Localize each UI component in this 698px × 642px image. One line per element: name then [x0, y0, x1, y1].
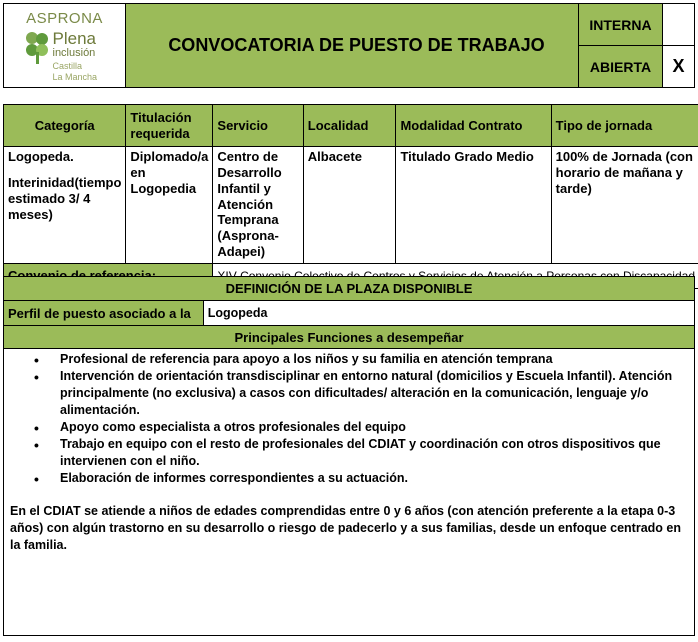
convenio-label-text: Convenio de referencia: [8, 268, 157, 284]
list-item: • Profesional de referencia para apoyo a los niños y su familia en atención temprana [60, 351, 688, 368]
job-details-table [3, 104, 698, 289]
job-data-row [4, 147, 698, 264]
funciones-title: Principales Funciones a desempeñar [4, 326, 695, 349]
logo-inclusion-text: inclusión [52, 46, 96, 59]
option-abierta-checkbox[interactable]: X [663, 46, 695, 88]
cell-modalidad: Titulado Grado Medio [396, 147, 551, 264]
list-item: • Trabajo en equipo con el resto de profesionales del CDIAT y coordinación con otros dispositivos que intervienen con el niño. [60, 436, 688, 470]
col-modalidad: Modalidad Contrato [396, 105, 551, 147]
convenio-value: XIV Convenio Colectivo de Centros y Servicios de Atención a Personas con Discapacidad [213, 264, 698, 289]
list-item: • Intervención de orientación transdisciplinar en entorno natural (domicilios y Escuela Infantil). Atención principalmente (no exclusiva) a casos con dificultades/ alteración en la comunicación, lenguaje y/o alimentación. [60, 368, 688, 419]
categoria-value: Logopeda. [8, 149, 74, 164]
header-table [3, 3, 695, 88]
logo-asprona-text: ASPRONA [26, 9, 103, 27]
list-item: • Elaboración de informes correspondientes a su actuación. [60, 470, 688, 487]
cell-categoria [4, 147, 126, 264]
perfil-value: Logopeda [203, 301, 694, 326]
option-abierta-label: ABIERTA [579, 46, 663, 88]
logo-plena-text: Plena [52, 28, 96, 48]
col-jornada: Tipo de jornada [551, 105, 698, 147]
logo-cell [4, 4, 126, 88]
plaza-table [3, 276, 695, 636]
perfil-label: Perfil de puesto asociado a la [4, 301, 204, 326]
cell-titulacion: Diplomado/a en Logopedia [126, 147, 213, 264]
logo-castilla-text: Castilla [52, 60, 83, 71]
categoria-interinidad: Interinidad(tiempo estimado 3/ 4 meses) [8, 174, 122, 222]
page-title: CONVOCATORIA DE PUESTO DE TRABAJO [126, 4, 579, 88]
col-titulacion: Titulación requerida [126, 105, 213, 147]
cell-servicio: Centro de Desarrollo Infantil y Atención Temprana (Asprona-Adapei) [213, 147, 303, 264]
cell-jornada: 100% de Jornada (con horario de mañana y tarde) [551, 147, 698, 264]
plaza-title: DEFINICIÓN DE LA PLAZA DISPONIBLE [4, 277, 695, 301]
col-localidad: Localidad [303, 105, 396, 147]
leaf-icon [24, 30, 50, 64]
funciones-list [10, 351, 688, 487]
option-interna-label: INTERNA [579, 4, 663, 46]
logo-lamancha-text: La Mancha [52, 71, 98, 82]
plena-inclusion-logo [5, 5, 125, 87]
list-item: • Apoyo como especialista a otros profesionales del equipo [60, 419, 688, 436]
option-interna-checkbox[interactable] [663, 4, 695, 46]
col-servicio: Servicio [213, 105, 303, 147]
col-categoria: Categoría [4, 105, 126, 147]
funciones-content [4, 349, 695, 636]
job-header-row [4, 105, 698, 147]
cdiat-note: En el CDIAT se atiende a niños de edades comprendidas entre 0 y 6 años (con atención preferente a la etapa 0-3 años) con algún trastorno en su desarrollo o riesgo de padecerlo y a sus familias, desde un enfoque centrado en la familia. [10, 504, 681, 552]
cell-localidad: Albacete [303, 147, 396, 264]
